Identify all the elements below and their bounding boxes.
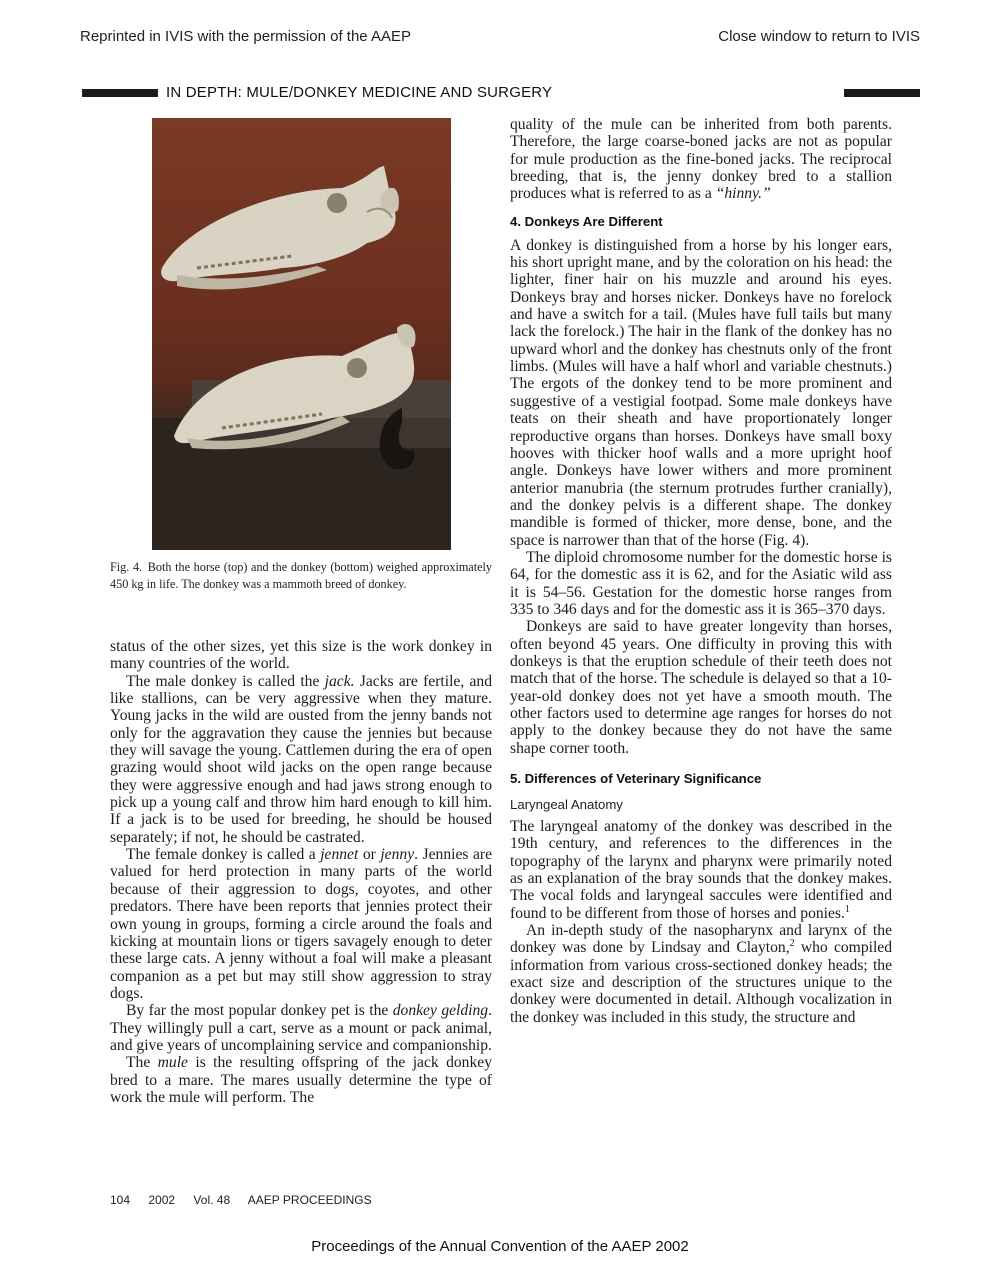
- paragraph-text: The diploid chromosome number for the domestic horse is 64, for the domestic ass it is 62, and for the Asiatic wild ass it is 54–56. Gestation for the domestic horse ranges from 335 to 346 days and for the domestic ass it is 365–370 days.: [510, 548, 892, 618]
- close-window-link[interactable]: Close window to return to IVIS: [718, 28, 920, 45]
- paragraph-text: An in-depth study of the nasopharynx and larynx of the donkey was done by Lindsay and Clayton,: [510, 922, 892, 957]
- body-paragraph: [510, 818, 892, 922]
- body-paragraph: [110, 1002, 492, 1054]
- header-rule-right: [844, 89, 920, 97]
- body-paragraph: [510, 922, 892, 1026]
- paragraph-text: . They willingly pull a cart, serve as a mount or pack animal, and give years of uncomplaining service and companionship.: [110, 1002, 493, 1054]
- paragraph-text: A donkey is distinguished from a horse by his longer ears, his short upright mane, and by the coloration on his head: the lighter, finer hair on his muzzle and around his eyes. Donkeys bray and horses nicker. Donkeys have no forelock and have a switch for a tail. (Mules have full tails but many lack the forelock.) The hair in the flank of the donkey has no upward whorl and the donkey has chestnuts only of the front limbs. (Mules will have a half whorl and variable chestnuts.) The ergots of the donkey tend to be more prominent and suggestive of a vestigial footpad. Some male donkeys have teats on their sheath and have proportionately longer reproductive organs than horses. Donkeys have small boxy hooves with thicker hoof walls and a more upright hoof angle. Donkeys have lower withers and more prominent anterior manubria (the sternum protrudes further cranially), and the donkey pelvis is a different shape. The donkey mandible is formed of thicker, more dense, bone, and the space is narrower than that of the horse (Fig. 4).: [510, 236, 892, 549]
- emphasis-term: mule: [157, 1054, 188, 1072]
- paragraph-text: The male donkey is called the: [126, 672, 325, 690]
- reference-marker[interactable]: 1: [844, 903, 850, 915]
- body-paragraph: [510, 549, 892, 618]
- paragraph-text: or: [358, 846, 381, 864]
- figure-caption-text: Both the horse (top) and the donkey (bottom) weighed approximately 450 kg in life. The donkey was a mammoth breed of donkey.: [110, 560, 492, 591]
- page-footer: [110, 1193, 387, 1207]
- emphasis-term: jennet: [320, 846, 359, 864]
- figure-caption: [110, 559, 492, 592]
- reference-marker[interactable]: 2: [789, 938, 795, 950]
- paragraph-text: Donkeys are said to have greater longevity than horses, often beyond 45 years. One difficulty in proving this with donkeys is that the eruption schedule of their teeth does not match that of the horse. The schedule is delayed so that a 10-year-old donkey does not yet have a smooth mouth. The other factors used to determine age ranges for horses do not apply to the donkey because they do not have the same shape corner tooth.: [510, 618, 892, 757]
- body-paragraph: [510, 237, 892, 549]
- subsection-heading: Laryngeal Anatomy: [510, 797, 623, 813]
- section-header: IN DEPTH: MULE/DONKEY MEDICINE AND SURGERY: [166, 84, 553, 101]
- paragraph-text: The: [126, 1054, 158, 1072]
- body-paragraph: [510, 116, 892, 203]
- paragraph-text: who compiled information from various cross-sectioned donkey heads; the exact size and description of the structures unique to the donkey were documented in detail. Although vocalization in the donkey was included in this study, the structure and: [510, 939, 892, 1026]
- left-column: [110, 638, 492, 1106]
- figure-label: Fig. 4.: [110, 560, 143, 574]
- body-paragraph: [110, 673, 492, 846]
- section-heading: 5. Differences of Veterinary Significance: [510, 771, 762, 787]
- section-heading: 4. Donkeys Are Different: [510, 213, 663, 229]
- paragraph-text: The female donkey is called a: [126, 846, 321, 864]
- header-rule-left: [82, 89, 158, 97]
- paragraph-text: By far the most popular donkey pet is the: [126, 1002, 393, 1020]
- footer-year: 2002: [148, 1193, 176, 1207]
- emphasis-term: jenny: [380, 846, 415, 864]
- body-paragraph: [110, 846, 492, 1002]
- footer-volume: Vol. 48: [193, 1193, 231, 1207]
- emphasis-term: jack.: [324, 672, 355, 690]
- body-paragraph: [110, 1054, 492, 1106]
- body-paragraph: [110, 638, 492, 673]
- reprint-notice: Reprinted in IVIS with the permission of the AAEP: [80, 28, 412, 45]
- paragraph-text: quality of the mule can be inherited from both parents. Therefore, the large coarse-boned jacks are not as popular for mule production as the fine-boned jacks. The reciprocal breeding, that is, the jenny donkey bred to a stallion produces what is referred to as a: [510, 116, 892, 203]
- skulls-illustration: [152, 118, 451, 550]
- body-paragraph: [510, 618, 892, 757]
- paragraph-text: The laryngeal anatomy of the donkey was described in the 19th century, and references to the differences in the topography of the larynx and pharynx were primarily noted as an explanation of the bray sounds that the donkey makes. The vocal folds and laryngeal saccules were identified and found to be different from those of horses and ponies.: [510, 818, 892, 922]
- paragraph-text: Jacks are fertile, and like stallions, can be very aggressive when they mature. Young jacks in the wild are ousted from the jenny bands not only for the aggravation they cause the jennies but because they will savage the young. Cattlemen during the era of open grazing would shoot wild jacks on the open range because they were aggressive enough and had jaws strong enough to pick up a young calf and throw him hard enough to kill him. If a jack is to be used for breeding, he should be housed separately; if not, he should be castrated.: [110, 672, 492, 846]
- skull-photograph: [152, 118, 451, 550]
- paragraph-text: is the resulting offspring of the jack donkey bred to a mare. The mares usually determine the type of work the mule will perform. The: [110, 1054, 492, 1106]
- proceedings-notice: Proceedings of the Annual Convention of the AAEP 2002: [311, 1238, 689, 1255]
- paragraph-text: . Jennies are valued for herd protection in many parts of the world because of their aggression to dogs, coyotes, and other predators. There have been reports that jennies protect their own young in groups, forming a circle around the foals and kicking at mountain lions or tigers savagely enough to deter these large cats. A jenny without a foal will make a pleasant companion as a pet but may still show aggression to stray dogs.: [110, 846, 492, 1002]
- emphasis-term: donkey gelding: [392, 1002, 489, 1020]
- footer-journal: AAEP PROCEEDINGS: [247, 1193, 372, 1207]
- right-column: [510, 116, 892, 1026]
- paragraph-text: status of the other sizes, yet this size is the work donkey in many countries of the world.: [110, 638, 492, 673]
- emphasis-term: “hinny.”: [715, 185, 771, 203]
- page-number: 104: [110, 1193, 131, 1207]
